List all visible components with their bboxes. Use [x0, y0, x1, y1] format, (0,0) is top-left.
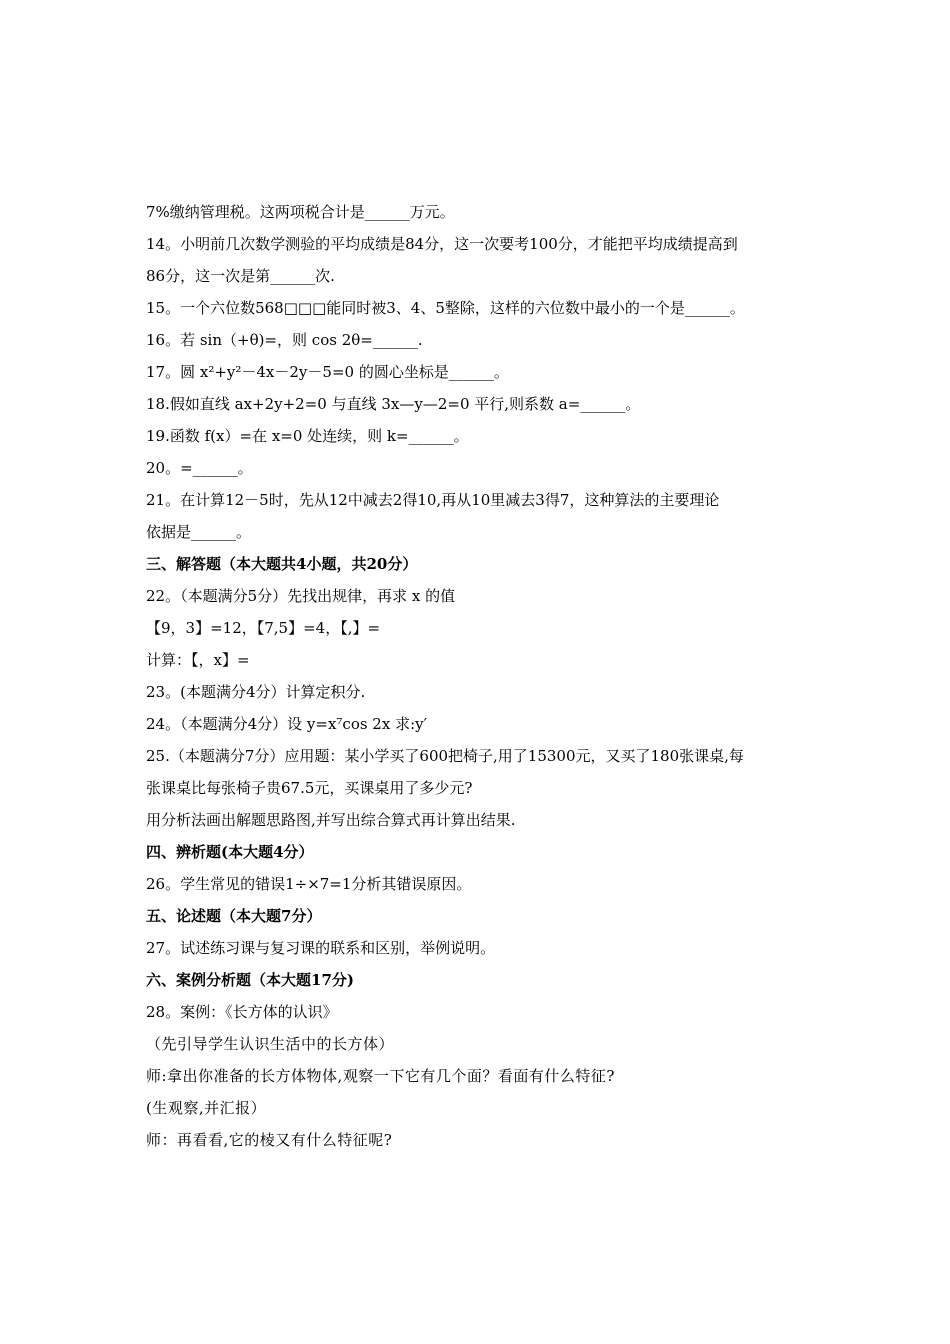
question-22: 22。（本题满分5分）先找出规律，再求 x 的值 [146, 587, 456, 605]
question-23: 23。(本题满分4分）计算定积分. [146, 683, 366, 701]
question-27: 27。试述练习课与复习课的联系和区别，举例说明。 [146, 939, 496, 957]
question-19: 19.函数 f(x）=在 x=0 处连续，则 k=______。 [146, 427, 469, 445]
case-line-3: (生观察,并汇报） [146, 1099, 267, 1117]
case-line-2: 师:拿出你准备的长方体物体,观察一下它有几个面？看面有什么特征? [146, 1067, 615, 1085]
section-heading-3: 三、解答题（本大题共4小题，共20分） [146, 555, 418, 573]
document-body [146, 196, 816, 1156]
question-26: 26。学生常见的错误1÷×7=1分析其错误原因。 [146, 875, 472, 893]
question-22-compute: 计算：【，x】= [146, 651, 250, 669]
question-25-line-2: 张课桌比每张椅子贵67.5元，买课桌用了多少元? [146, 779, 473, 797]
section-heading-6: 六、案例分析题（本大题17分) [146, 971, 354, 989]
question-25-line-1: 25.（本题满分7分）应用题：某小学买了600把椅子,用了15300元，又买了180张课桌,每 [146, 747, 744, 765]
section-heading-4: 四、辨析题(本大题4分） [146, 843, 314, 861]
question-15: 15。一个六位数568□□□能同时被3、4、5整除，这样的六位数中最小的一个是______。 [146, 299, 745, 317]
question-24: 24。（本题满分4分）设 y=x⁷cos 2x 求:y′ [146, 715, 428, 733]
question-25-line-3: 用分析法画出解题思路图,并写出综合算式再计算出结果. [146, 811, 516, 829]
text-line: 7%缴纳管理税。这两项税合计是______万元。 [146, 203, 455, 221]
question-21-line-2: 依据是______。 [146, 523, 252, 541]
question-20: 20。=______。 [146, 459, 253, 477]
question-28: 28。案例：《长方体的认识》 [146, 1003, 338, 1021]
section-heading-5: 五、论述题（本大题7分） [146, 907, 322, 925]
case-line-4: 师：再看看,它的棱又有什么特征呢? [146, 1131, 393, 1149]
question-18: 18.假如直线 ax+2y+2=0 与直线 3x—y—2=0 平行,则系数 a=______。 [146, 395, 641, 413]
question-14-line-1: 14。小明前几次数学测验的平均成绩是84分，这一次要考100分，才能把平均成绩提高到 [146, 235, 738, 253]
question-17: 17。圆 x²+y²－4x－2y－5=0 的圆心坐标是______。 [146, 363, 509, 381]
question-22-pattern: 【9，3】=12，【7,5】=4，【,】= [146, 619, 381, 637]
question-16: 16。若 sin（+θ)=，则 cos 2θ=______. [146, 331, 423, 349]
case-line-1: （先引导学生认识生活中的长方体） [146, 1035, 395, 1053]
question-14-line-2: 86分，这一次是第______次. [146, 267, 335, 285]
question-21-line-1: 21。在计算12－5时，先从12中减去2得10,再从10里减去3得7，这种算法的主要理论 [146, 491, 720, 509]
